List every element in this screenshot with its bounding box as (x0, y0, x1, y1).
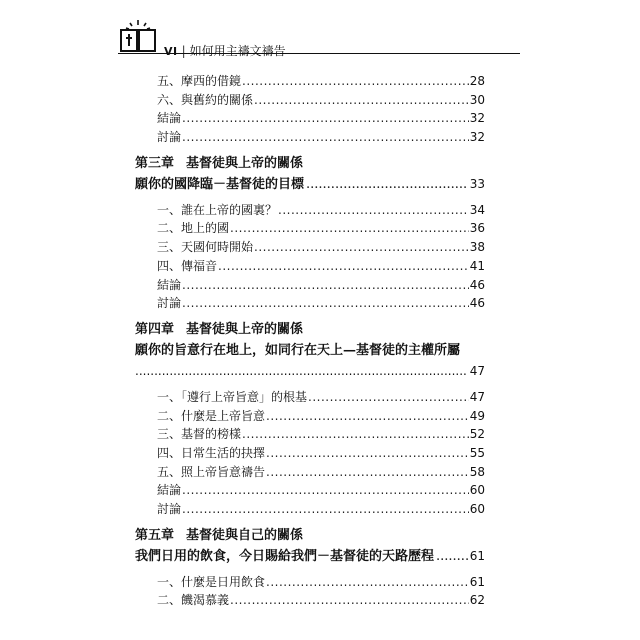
toc-entry (135, 407, 485, 426)
toc-entry-label: 二、地上的國 (157, 221, 230, 236)
header-separator: | (181, 44, 186, 58)
running-head-text (164, 42, 286, 59)
toc-entry-label: 結論 (157, 277, 182, 292)
dot-leader (182, 294, 469, 312)
dot-leader (182, 109, 469, 127)
toc-entry (135, 294, 485, 313)
toc-entry (135, 444, 485, 463)
dot-leader (306, 174, 468, 195)
toc-entry (135, 219, 485, 238)
toc-entry-label: 討論 (157, 130, 182, 145)
toc-entry-label: 三、基督的榜樣 (157, 427, 242, 442)
chapter-subtitle: 願你的國降臨－基督徒的目標 (135, 176, 305, 192)
chapter-page: 33 (469, 176, 485, 191)
running-header (118, 18, 518, 58)
toc-entry-label: 二、什麼是上帝旨意 (157, 408, 266, 423)
toc-entry (135, 388, 485, 407)
toc-entry (135, 276, 485, 295)
dot-leader (266, 463, 469, 481)
chapter-number: 第四章 (135, 321, 175, 337)
dot-leader (182, 500, 469, 518)
chapter-subtitle-row (135, 546, 485, 567)
toc-entry (135, 238, 485, 257)
toc-entry (135, 591, 485, 610)
toc-entry (135, 463, 485, 482)
toc-entry (135, 425, 485, 444)
toc-entry-page: 62 (469, 593, 485, 608)
toc-entry-page: 30 (469, 92, 485, 107)
dot-leader (135, 361, 467, 382)
toc-entry (135, 500, 485, 519)
dot-leader (308, 388, 469, 406)
toc-entry-label: 結論 (157, 111, 182, 126)
dot-leader (230, 219, 469, 237)
chapter-title: 基督徒與上帝的關係 (186, 321, 304, 337)
toc-entry-label: 四、日常生活的抉擇 (157, 445, 266, 460)
dot-leader (242, 425, 469, 443)
chapter-subtitle: 我們日用的飲食，今日賜給我們－基督徒的天路歷程 (135, 548, 435, 564)
chapter-page: 61 (469, 548, 485, 563)
toc-entry (135, 109, 485, 128)
chapter-subtitle: 願你的旨意行在地上，如同行在天上—基督徒的主權所屬 (135, 342, 461, 358)
toc-entry-page: 32 (469, 130, 485, 145)
toc-entry-page: 60 (469, 502, 485, 516)
toc-entry-label: 二、饑渴慕義 (157, 593, 230, 608)
chapter-number: 第三章 (135, 155, 175, 171)
dot-leader (266, 444, 469, 462)
toc-entry-page: 46 (469, 277, 485, 292)
toc-entry-page: 38 (469, 240, 485, 255)
toc-entry-label: 五、照上帝旨意禱告 (157, 464, 266, 479)
book-title: 如何用主禱文禱告 (189, 44, 286, 58)
chapter-subtitle-row (135, 174, 485, 195)
toc-entry-page: 55 (469, 445, 485, 460)
chapter-heading (135, 153, 485, 174)
toc-entry-label: 六、與舊約的關係 (157, 92, 254, 107)
toc-entry-label: 討論 (157, 296, 182, 311)
header-rule (118, 53, 520, 54)
chapter-title: 基督徒與自己的關係 (186, 527, 304, 543)
toc-entry-label: 討論 (157, 502, 182, 516)
chapter-heading (135, 525, 485, 546)
toc-entry (135, 257, 485, 276)
dot-leader (182, 276, 469, 294)
toc-entry-label: 五、摩西的借鏡 (157, 74, 242, 88)
toc-entry-label: 一、「遵行上帝旨意」的根基 (157, 389, 308, 404)
dot-leader (218, 257, 469, 275)
chapter-heading (135, 319, 485, 340)
toc-entry-page: 58 (469, 464, 485, 479)
toc-entry-label: 三、天國何時開始 (157, 240, 254, 255)
toc-entry (135, 573, 485, 592)
dot-leader (266, 407, 469, 425)
toc-entry-page: 61 (469, 574, 485, 589)
toc-entry (135, 201, 485, 220)
toc-entry (135, 128, 485, 147)
dot-leader (254, 238, 469, 256)
chapter-title: 基督徒與上帝的關係 (186, 155, 304, 171)
chapter-number: 第五章 (135, 527, 175, 543)
dot-leader (266, 573, 469, 591)
toc-entry (135, 91, 485, 110)
toc-entry-page: 52 (469, 427, 485, 442)
toc-entry (135, 481, 485, 500)
toc-entry-page: 60 (469, 483, 485, 498)
toc-entry-page: 36 (469, 221, 485, 236)
toc-entry (135, 72, 485, 91)
toc-entry-page: 32 (469, 111, 485, 126)
chapter-leader-row (135, 361, 485, 382)
dot-leader (436, 546, 468, 567)
toc-entry-page: 46 (469, 296, 485, 311)
toc-entry-page: 41 (469, 258, 485, 273)
dot-leader (182, 481, 469, 499)
dot-leader (278, 201, 469, 219)
toc-entry-label: 一、什麼是日用飲食 (157, 574, 266, 589)
toc-entry-page: 34 (469, 202, 485, 217)
book-with-cross-icon (118, 18, 158, 54)
dot-leader (254, 91, 469, 109)
toc-entry-page: 47 (469, 389, 485, 404)
chapter-page: 47 (469, 363, 485, 378)
toc-entry-label: 結論 (157, 483, 182, 498)
toc-entry-page: 49 (469, 408, 485, 423)
toc-entry-label: 四、傳福音 (157, 258, 218, 273)
dot-leader (230, 591, 469, 609)
toc-entry-page: 28 (469, 74, 485, 88)
dot-leader (182, 128, 469, 146)
page-number-roman: VI (164, 45, 178, 58)
chapter-subtitle-row (135, 340, 485, 361)
table-of-contents (135, 72, 485, 610)
dot-leader (242, 72, 469, 90)
toc-entry-label: 一、誰在上帝的國裏？ (157, 202, 278, 217)
